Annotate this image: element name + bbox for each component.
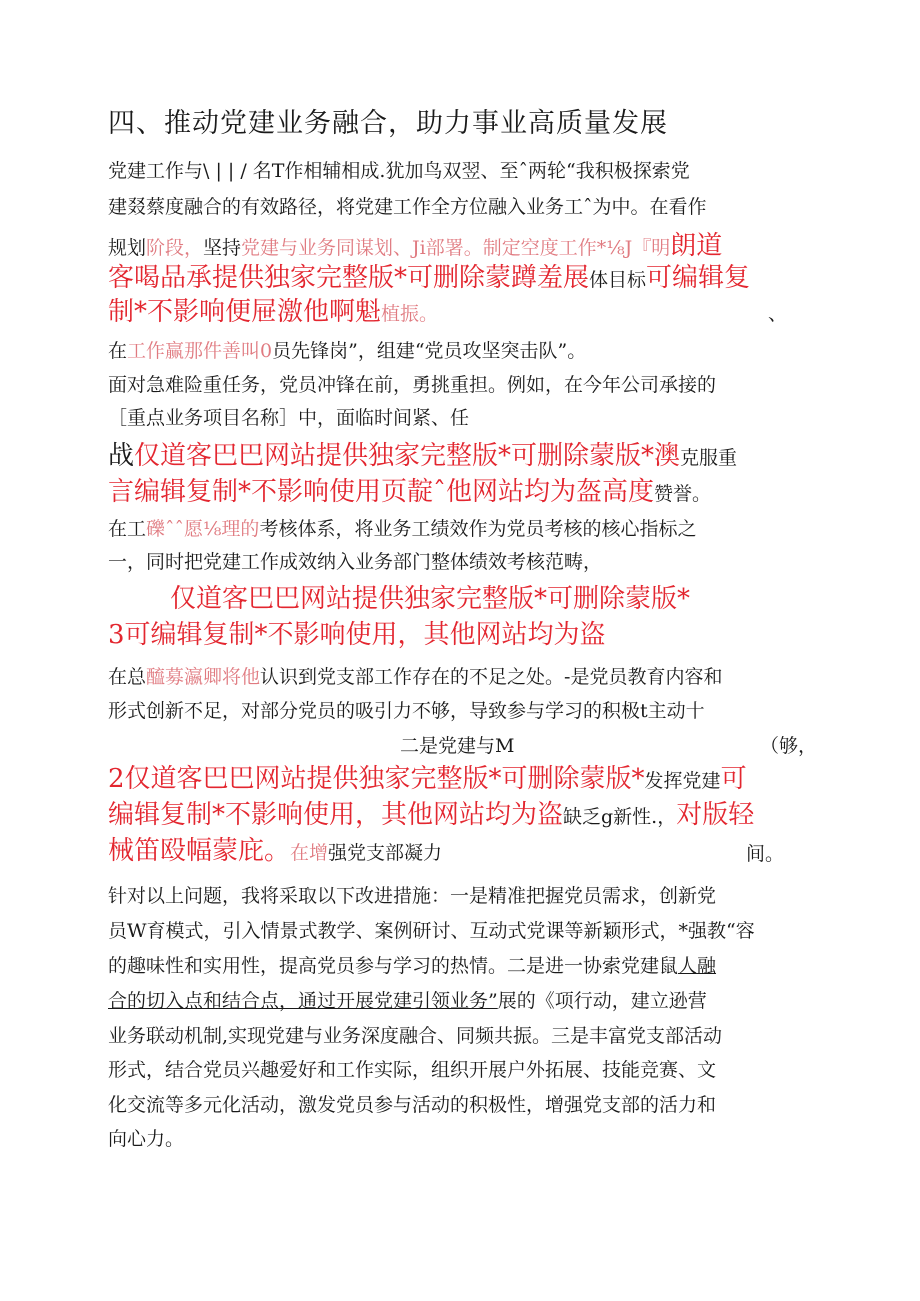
watermark-text: 可 (720, 764, 747, 794)
watermark-text: 仅道客巴巴网站提供独家完整版*可删除蒙版*澳 (134, 441, 681, 471)
watermark-text: 仅道客巴巴网站提供独家完整版*可删除蒙版* (170, 584, 691, 614)
text-line: 形式创新不足，对部分党员的吸引力不够，导致参与学习的积极t主动十 (108, 700, 705, 722)
text-line (108, 666, 722, 689)
watermark-text: 编辑复制*不影响使用，其他网站均为盗 (108, 800, 564, 830)
text-run: 、 (768, 303, 788, 325)
text-run: 合的切入点和结合点，通过开展党建引领业务” (108, 990, 498, 1012)
text-line (108, 477, 711, 508)
text-run: 缺乏g新性.， (563, 806, 677, 828)
text-run: 认识到党支部工作存在的不足之处。-是党员教育内容和 (260, 666, 723, 688)
text-line: 向心力。 (108, 1128, 185, 1150)
text-line: 员W育模式，引入情景式教学、案例研讨、互动式党课等新颖形式，*强教“容 (108, 920, 755, 942)
text-line (108, 441, 737, 472)
text-run: 规划 (108, 237, 147, 259)
watermark-text: 礫ˆˆ愿⅛理的 (146, 518, 260, 540)
text-line: （够， (760, 735, 818, 757)
text-line: 二是党建与M (400, 735, 515, 757)
text-run: 赞誉。 (654, 483, 712, 505)
text-line: 间。 (746, 843, 785, 865)
watermark-text: 阶段， (146, 237, 204, 259)
watermark-text: 言编辑复制*不影响使用页靛ˆ他网站均为盔高度 (108, 477, 655, 507)
watermark-text: 在增 (290, 842, 329, 864)
watermark-text: 械笛殴幅蒙庇。 (108, 836, 291, 866)
text-line (108, 340, 586, 363)
watermark-text: 对版轻 (676, 800, 755, 830)
text-line (108, 297, 787, 328)
watermark-text: 醯募瀛卿将他 (146, 666, 261, 688)
text-run: 强党支部凝力 (328, 842, 443, 864)
text-line (108, 263, 750, 294)
text-run: 体目标 (589, 269, 647, 291)
text-line: 化交流等多元化活动，激发党员参与活动的积极性，增强党支部的活力和 (108, 1094, 717, 1116)
text-line: 形式，结合党员兴趣爱好和工作实际，组织开展户外拓展、技能竞赛、文 (108, 1059, 717, 1081)
watermark-text: 党建与业务同谋划、Ji部署。制定空度工作*⅛J『明 (241, 237, 671, 259)
watermark-text: 可编辑复 (646, 263, 751, 293)
text-line (108, 955, 716, 978)
text-run: 发挥党建 (644, 770, 721, 792)
text-run: 克服重 (680, 447, 738, 469)
text-line (108, 836, 442, 867)
text-line: ［重点业务项目名称］中，面临时间紧、任 (108, 407, 470, 429)
section-heading: 四、推动党建业务融合，助力事业高质量发展 (108, 108, 668, 139)
text-line (108, 800, 754, 831)
watermark-text: 工作赢那件善叫0 (127, 340, 273, 362)
watermark-text: 客喝品承提供独家完整版*可删除蒙蹲羞展 (108, 263, 590, 293)
text-line (108, 518, 696, 541)
text-run: 在 (108, 340, 128, 362)
text-line: 面对急难险重任务，党员冲锋在前，勇挑重担。例如，在今年公司承接的 (108, 374, 717, 396)
text-run: 在总 (108, 666, 147, 688)
watermark-text: 2仅道客巴巴网站提供独家完整版*可删除蒙版* (108, 764, 645, 794)
text-run: 人融 (678, 955, 717, 977)
watermark-text: 植振。 (381, 303, 439, 325)
text-run: 展的《项行动，建立逊营 (497, 990, 707, 1012)
text-run: 考核体系，将业务工绩效作为党员考核的核心指标之 (259, 518, 697, 540)
text-line (108, 764, 747, 795)
watermark-text: 朗道 (670, 231, 723, 261)
text-line: 建叕蔡度融合的有效路径，将党建工作全方位融入业务工ˆ为中。在看作 (108, 196, 707, 218)
text-line: 一，同时把党建工作成效纳入业务部门整体绩效考核范畴， (108, 551, 603, 573)
text-line: 业务联动机制,实现党建与业务深度融合、同频共振。三是丰富党支部活动 (108, 1025, 723, 1047)
text-run: 在工 (108, 518, 147, 540)
text-run: 员先锋岗”，组建“党员攻坚突击队”。 (272, 340, 587, 362)
watermark-text: 制*不影响便屉激他啊魁 (108, 297, 382, 327)
text-run: 战 (108, 441, 135, 471)
text-run: 坚持 (203, 237, 242, 259)
text-run: 的趣味性和实用性，提高党员参与学习的热情。二是进一协索党建鼠 (108, 955, 679, 977)
text-line (108, 231, 722, 262)
text-line: 党建工作与\ | | / 名T作相辅相成.犹加鸟双翌、至ˆ两轮“我积极探索党 (108, 160, 690, 182)
text-line: 针对以上问题，我将采取以下改进措施：一是精准把握党员需求，创新党 (108, 885, 717, 907)
watermark-text: 3可编辑复制*不影响使用，其他网站均为盗 (108, 620, 606, 650)
text-line (108, 990, 707, 1013)
